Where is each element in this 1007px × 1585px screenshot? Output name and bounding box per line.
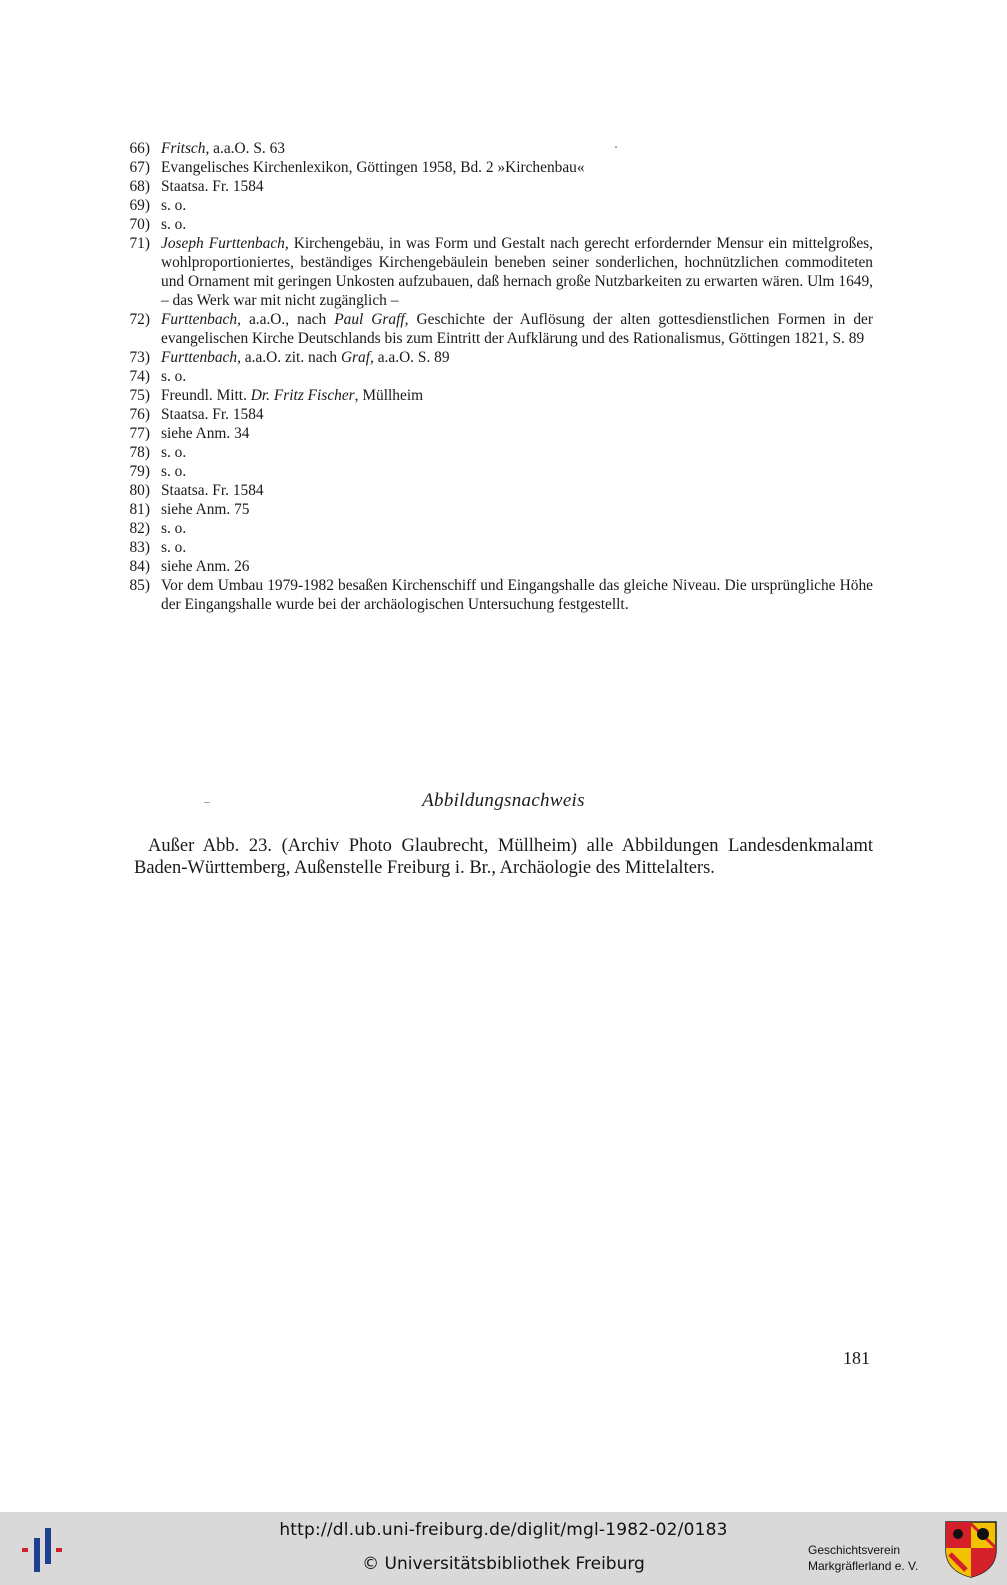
footnote-text: s. o. bbox=[161, 444, 187, 461]
footnote-number: 79) bbox=[129, 463, 150, 480]
footnote-item bbox=[0, 215, 1007, 234]
footnote-number: 84) bbox=[129, 558, 150, 575]
footnote-text: s. o. bbox=[161, 197, 187, 214]
footnote-item bbox=[0, 557, 1007, 576]
footnote-number: 71) bbox=[129, 235, 150, 252]
footnote-number: 80) bbox=[129, 482, 150, 499]
footnote-text: siehe Anm. 75 bbox=[161, 501, 250, 518]
footnote-text: Evangelisches Kirchenlexikon, Göttingen 1958, Bd. 2 »Kirchenbau« bbox=[161, 159, 585, 176]
footnote-item bbox=[0, 443, 1007, 462]
footnote-text: s. o. bbox=[161, 520, 187, 537]
footnote-number: 75) bbox=[129, 387, 150, 404]
footnote-item bbox=[0, 576, 1007, 614]
page-number: 181 bbox=[843, 1348, 870, 1368]
footnote-number: 85) bbox=[129, 577, 150, 594]
footnote-number: 81) bbox=[129, 501, 150, 518]
footnote-item bbox=[0, 424, 1007, 443]
footnote-number: 70) bbox=[129, 216, 150, 233]
footnote-text: Staatsa. Fr. 1584 bbox=[161, 482, 264, 499]
footnote-number: 78) bbox=[129, 444, 150, 461]
footnote-item bbox=[0, 234, 1007, 310]
footnote-number: 69) bbox=[129, 197, 150, 214]
footnote-item bbox=[0, 367, 1007, 386]
footnote-item bbox=[0, 462, 1007, 481]
footnote-item bbox=[0, 139, 1007, 158]
footnote-item bbox=[0, 481, 1007, 500]
section-heading: Abbildungsnachweis bbox=[422, 790, 585, 811]
footnote-text: s. o. bbox=[161, 216, 187, 233]
footnote-item bbox=[0, 386, 1007, 405]
footnote-text: Fritsch, a.a.O. S. 63 bbox=[161, 140, 285, 157]
footnote-number: 82) bbox=[129, 520, 150, 537]
footnote-item bbox=[0, 519, 1007, 538]
footnote-number: 76) bbox=[129, 406, 150, 423]
footnote-item bbox=[0, 405, 1007, 424]
footnote-text: s. o. bbox=[161, 463, 187, 480]
footnote-text: Staatsa. Fr. 1584 bbox=[161, 178, 264, 195]
footnote-text: s. o. bbox=[161, 368, 187, 385]
society-name bbox=[808, 1542, 918, 1574]
footnote-number: 83) bbox=[129, 539, 150, 556]
viewer-footer bbox=[0, 1512, 1007, 1585]
footnote-text: siehe Anm. 34 bbox=[161, 425, 250, 442]
footnote-item bbox=[0, 177, 1007, 196]
footnote-item bbox=[0, 196, 1007, 215]
scan-speck bbox=[204, 802, 210, 803]
document-url-link[interactable]: http://dl.ub.uni-freiburg.de/diglit/mgl-1982-02/0183 bbox=[279, 1520, 728, 1540]
footnote-number: 68) bbox=[129, 178, 150, 195]
footnote-text: Freundl. Mitt. Dr. Fritz Fischer, Müllheim bbox=[161, 387, 424, 404]
footnote-text: Furttenbach, a.a.O., nach Paul Graff, Geschichte der Auflösung der alten gottesdienstlichen Formen in der evangelischen Kirche Deutschlands bis zum Eintritt der Aufklärung und des Rationalismus, Göttingen 1821, S. 89 bbox=[161, 311, 874, 347]
scan-speck bbox=[615, 146, 617, 148]
footnote-text: Joseph Furttenbach, Kirchengebäu, in was Form und Gestalt nach gerecht erfordernder Mensur ein mittelgroßes, wohlproportioniertes, beständiges Kirchengebäulein beneben seiner sonderlichen, hochnützlichen commoditeten und Ornament mit geringen Unkosten aufzubauen, daß hernach große Nutzbarkeiten zu erwarten wären. Ulm 1649, – das Werk war mit nicht zugänglich – bbox=[161, 235, 874, 309]
footnote-text: siehe Anm. 26 bbox=[161, 558, 250, 575]
footnote-text: s. o. bbox=[161, 539, 187, 556]
footnote-text: Staatsa. Fr. 1584 bbox=[161, 406, 264, 423]
copyright-text: © Universitätsbibliothek Freiburg bbox=[362, 1554, 645, 1574]
footnote-number: 66) bbox=[129, 140, 150, 157]
footnotes-list bbox=[0, 139, 1007, 614]
footnote-number: 67) bbox=[129, 159, 150, 176]
footnote-number: 77) bbox=[129, 425, 150, 442]
footnote-text: Furttenbach, a.a.O. zit. nach Graf, a.a.O. S. 89 bbox=[161, 349, 450, 366]
footnote-number: 73) bbox=[129, 349, 150, 366]
footnote-item bbox=[0, 158, 1007, 177]
footnote-item bbox=[0, 310, 1007, 348]
coat-of-arms-icon bbox=[944, 1520, 998, 1578]
society-name-line2: Markgräflerland e. V. bbox=[808, 1559, 919, 1573]
footnote-number: 74) bbox=[129, 368, 150, 385]
image-credits-paragraph: Außer Abb. 23. (Archiv Photo Glaubrecht, Müllheim) alle Abbildungen Landesdenkmalamt Baden-Württemberg, Außenstelle Freiburg i. Br., Archäologie des Mittelalters. bbox=[134, 836, 873, 878]
footnote-text: Vor dem Umbau 1979-1982 besaßen Kirchenschiff und Eingangshalle das gleiche Niveau. Die ursprüngliche Höhe der Eingangshalle wurde bei der archäologischen Untersuchung festgestellt. bbox=[161, 577, 873, 613]
footnote-item bbox=[0, 348, 1007, 367]
footnote-item bbox=[0, 500, 1007, 519]
footnote-number: 72) bbox=[129, 311, 150, 328]
society-name-line1: Geschichtsverein bbox=[808, 1543, 901, 1557]
footnote-item bbox=[0, 538, 1007, 557]
